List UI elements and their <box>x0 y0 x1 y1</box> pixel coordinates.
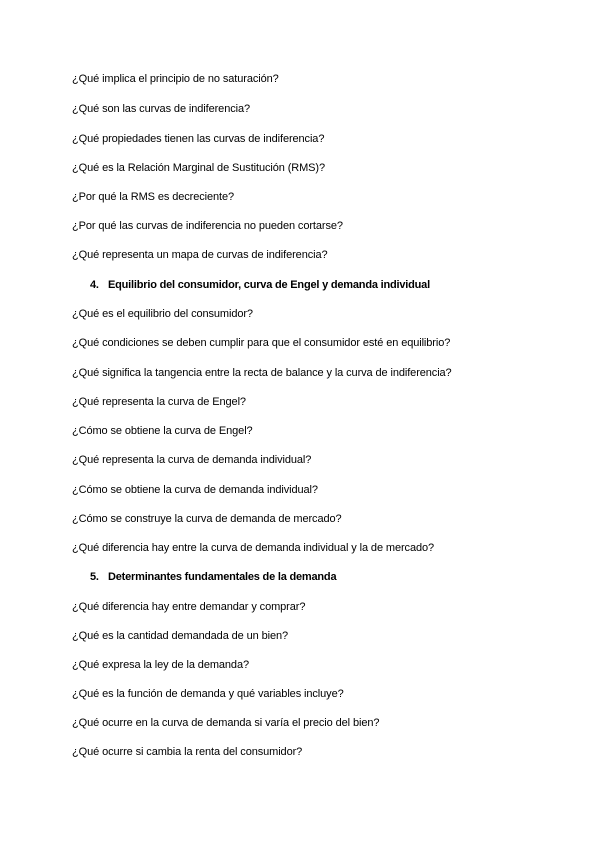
question-item: ¿Por qué las curvas de indiferencia no pueden cortarse? <box>72 220 343 232</box>
question-item: ¿Qué representa un mapa de curvas de indiferencia? <box>72 249 328 261</box>
question-item: ¿Cómo se obtiene la curva de Engel? <box>72 425 253 437</box>
section-number: 5. <box>90 571 99 583</box>
question-item: ¿Qué representa la curva de Engel? <box>72 396 246 408</box>
section-title: Determinantes fundamentales de la demanda <box>108 571 337 583</box>
question-item: ¿Qué propiedades tienen las curvas de indiferencia? <box>72 133 325 145</box>
question-item: ¿Qué ocurre si cambia la renta del consumidor? <box>72 746 303 758</box>
section-title: Equilibrio del consumidor, curva de Engel y demanda individual <box>108 279 430 291</box>
question-item: ¿Qué ocurre en la curva de demanda si varía el precio del bien? <box>72 717 380 729</box>
question-item: ¿Qué es la cantidad demandada de un bien? <box>72 630 289 642</box>
section-heading-4 <box>90 278 430 292</box>
question-item: ¿Qué es la función de demanda y qué variables incluye? <box>72 688 344 700</box>
question-item: ¿Qué significa la tangencia entre la recta de balance y la curva de indiferencia? <box>72 367 452 379</box>
question-item: ¿Qué es la Relación Marginal de Sustitución (RMS)? <box>72 162 326 174</box>
question-item: ¿Qué es el equilibrio del consumidor? <box>72 308 253 320</box>
question-item: ¿Qué condiciones se deben cumplir para que el consumidor esté en equilibrio? <box>72 337 451 349</box>
question-item: ¿Qué diferencia hay entre la curva de demanda individual y la de mercado? <box>72 542 435 554</box>
question-item: ¿Qué expresa la ley de la demanda? <box>72 659 249 671</box>
question-item: ¿Por qué la RMS es decreciente? <box>72 191 234 203</box>
question-item: ¿Cómo se obtiene la curva de demanda individual? <box>72 484 318 496</box>
question-item: ¿Cómo se construye la curva de demanda de mercado? <box>72 513 342 525</box>
section-number: 4. <box>90 279 99 291</box>
question-item: ¿Qué son las curvas de indiferencia? <box>72 103 250 115</box>
question-item: ¿Qué representa la curva de demanda individual? <box>72 454 312 466</box>
question-item: ¿Qué implica el principio de no saturación? <box>72 73 279 85</box>
question-item: ¿Qué diferencia hay entre demandar y comprar? <box>72 601 306 613</box>
section-heading-5 <box>90 570 336 584</box>
